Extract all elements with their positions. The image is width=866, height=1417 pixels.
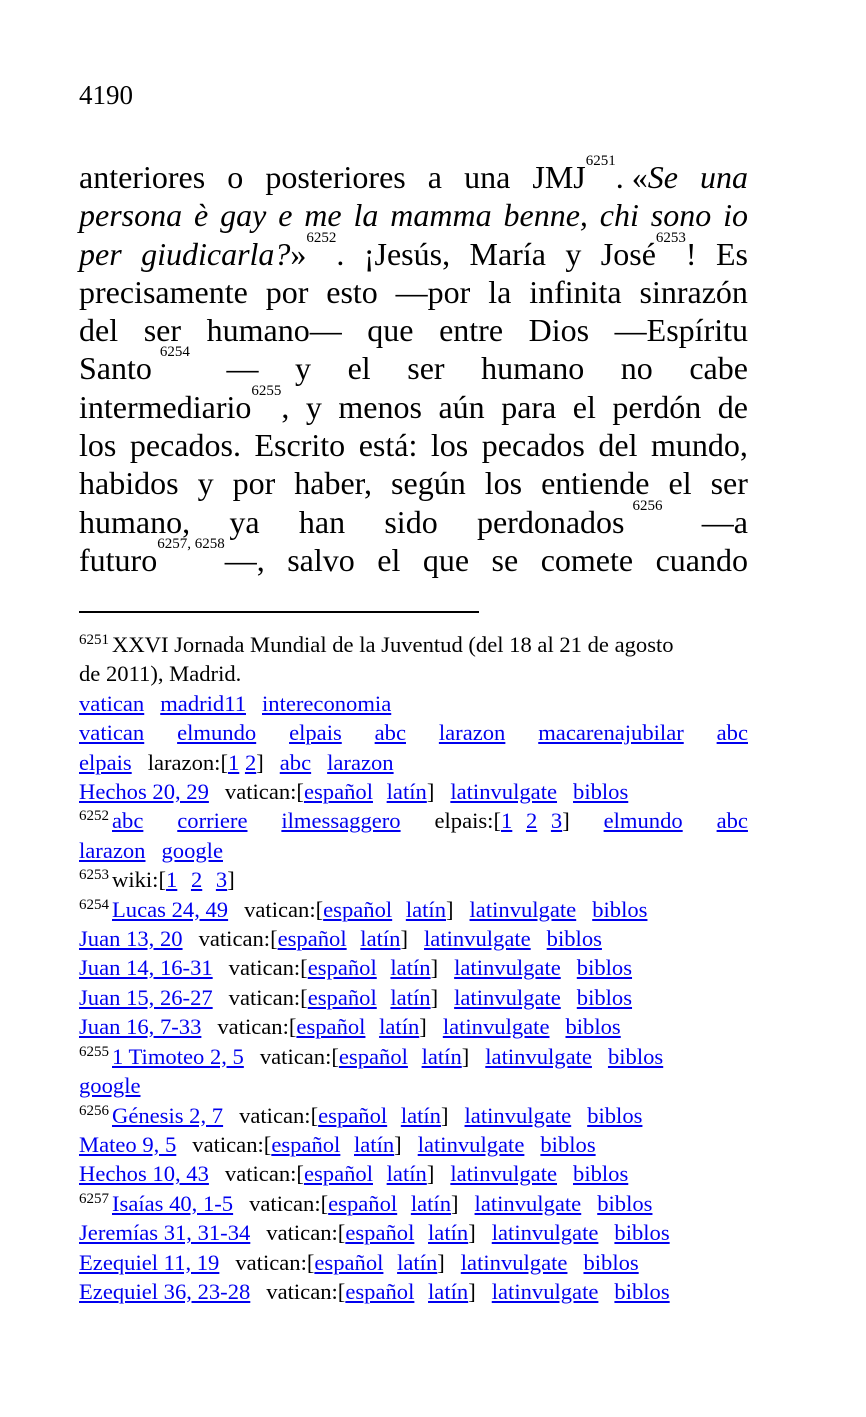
word: o [227, 159, 244, 195]
link-biblos[interactable]: biblos [592, 896, 648, 922]
body-line-7 [79, 382, 748, 426]
footnote-6252 [79, 806, 748, 865]
bible-ref-row [79, 953, 748, 982]
link-row [79, 1071, 748, 1100]
footnote-6254 [79, 895, 748, 1042]
bible-ref-link[interactable]: Juan 15, 26-27 [79, 984, 213, 1010]
vatican-group [229, 983, 438, 1012]
link-espanol[interactable]: español [277, 926, 347, 952]
link-latin[interactable]: latín [405, 896, 446, 922]
footnote-ref-6256: 6256 [632, 497, 663, 514]
link-elpais[interactable]: elpais [289, 720, 342, 746]
link-latin[interactable]: latín [390, 984, 431, 1010]
word: e [278, 197, 293, 234]
bible-ref-link[interactable]: Ezequiel 36, 23-28 [79, 1278, 251, 1304]
link-latinvulgate[interactable]: latinvulgate [469, 896, 577, 922]
label: vatican:[ [235, 1249, 315, 1275]
vatican-group [244, 895, 453, 924]
link-abc[interactable]: abc [716, 808, 748, 834]
link-espanol[interactable]: español [328, 1190, 398, 1216]
link-row [79, 836, 748, 865]
body-text [79, 153, 748, 579]
word: haber, [294, 465, 373, 502]
word: persona [79, 197, 183, 234]
link-intereconomia[interactable]: intereconomia [262, 690, 392, 716]
vatican-group [217, 1012, 426, 1041]
link-latinvulgate[interactable]: latinvulgate [460, 1249, 568, 1275]
vatican-group [249, 1189, 458, 1218]
vatican-group [225, 777, 434, 806]
word: perdonados $^{6256}$ [476, 497, 663, 540]
word: cuando [655, 541, 748, 578]
word: anteriores [79, 159, 206, 195]
word: chi [599, 197, 639, 234]
footnote-text: de 2011), Madrid. [79, 661, 242, 687]
link-elmundo[interactable]: elmundo [603, 808, 683, 834]
word: —a [701, 503, 748, 540]
link-abc[interactable]: abc [279, 749, 312, 775]
link-wiki-3[interactable]: 3 [215, 867, 228, 893]
link-latin[interactable]: latín [386, 779, 427, 805]
word: sido [384, 503, 438, 540]
body-line-9 [79, 464, 748, 502]
link-vatican[interactable]: vatican [79, 690, 145, 716]
label: vatican:[ [217, 1014, 297, 1040]
bible-ref-row [79, 895, 748, 924]
link-larazon[interactable]: larazon [438, 720, 506, 746]
link-biblos[interactable]: biblos [573, 779, 629, 805]
word: José$^{6253}$! [600, 229, 697, 272]
bracket: ] [419, 1014, 427, 1040]
link-elpais[interactable]: elpais [79, 749, 132, 775]
word: humano, [79, 503, 191, 540]
link-google[interactable]: google [79, 1073, 141, 1099]
word: pecados. [129, 427, 241, 464]
link-espanol[interactable]: español [307, 984, 377, 1010]
bible-ref-link[interactable]: Génesis 2, 7 [112, 1102, 224, 1128]
footnote-number: 6252 [79, 808, 109, 825]
bracket: ] [400, 926, 408, 952]
link-latin[interactable]: latín [410, 1190, 452, 1216]
bible-ref-link[interactable]: Lucas 24, 49 [112, 896, 229, 922]
word: sono [650, 197, 712, 234]
link-latinvulgate[interactable]: latinvulgate [491, 1220, 599, 1246]
link-latinvulgate[interactable]: latinvulgate [450, 779, 558, 805]
bible-ref-link[interactable]: 1 Timoteo 2, 5 [112, 1043, 244, 1069]
word: —por [395, 273, 471, 310]
bible-ref-row [79, 1130, 748, 1159]
elpais-group [434, 806, 569, 835]
word: mamma [390, 197, 492, 234]
word: está: [358, 427, 418, 464]
bible-ref-row [79, 983, 748, 1012]
label: vatican:[ [266, 1278, 346, 1304]
word: pecados [481, 427, 585, 464]
vatican-group [199, 924, 408, 953]
label: wiki:[ [112, 867, 166, 893]
link-latinvulgate[interactable]: latinvulgate [424, 926, 531, 952]
link-biblos[interactable]: biblos [587, 1102, 643, 1128]
word: de [717, 388, 748, 425]
word: el [377, 541, 401, 578]
link-espanol[interactable]: español [271, 1131, 341, 1157]
word: precisamente [79, 273, 248, 310]
label: elpais:[ [434, 808, 501, 834]
bracket: ] [227, 867, 235, 893]
bible-ref-row [79, 1042, 748, 1071]
body-line-1 [79, 153, 748, 196]
bible-ref-row [79, 1277, 748, 1306]
link-latinvulgate[interactable]: latinvulgate [464, 1102, 572, 1128]
footnote-6257 [79, 1189, 748, 1307]
link-biblos[interactable]: biblos [546, 926, 602, 952]
word: el [668, 465, 692, 502]
vatican-group [225, 1159, 434, 1188]
bracket: ] [256, 749, 264, 775]
footnote-ref-6257-6258: 6257, 6258 [157, 535, 225, 552]
wiki-group [112, 865, 235, 894]
bracket: ] [451, 1190, 459, 1216]
word: ¡Jesús, [363, 235, 451, 272]
word: y [305, 388, 322, 425]
link-biblos[interactable]: biblos [573, 1161, 629, 1187]
word: habidos [79, 465, 179, 502]
word: Santo $^{6254}$ [79, 344, 190, 387]
link-latin[interactable]: latín [354, 1131, 395, 1157]
bracket: ] [468, 1278, 476, 1304]
bible-ref-link[interactable]: Hechos 20, 29 [79, 779, 209, 805]
footnote-number: 6253 [79, 867, 109, 884]
footnote-text: XXVI Jornada Mundial de la Juventud (del 18 al 21 de agosto [112, 632, 674, 657]
link-latinvulgate[interactable]: latinvulgate [417, 1131, 525, 1157]
link-corriere[interactable]: corriere [177, 808, 248, 834]
link-latinvulgate[interactable]: latinvulgate [491, 1278, 599, 1304]
bible-ref-link[interactable]: Juan 13, 20 [79, 926, 183, 952]
footnote-number: 6251 [79, 632, 109, 648]
link-espanol[interactable]: español [345, 1278, 415, 1304]
word: menos [338, 388, 422, 425]
word: no [620, 350, 653, 387]
word: Escrito [254, 427, 346, 464]
link-latin[interactable]: latín [390, 955, 431, 981]
body-line-3 [79, 229, 748, 273]
link-biblos[interactable]: biblos [565, 1014, 621, 1040]
word: que [367, 312, 414, 349]
footnote-6255 [79, 1042, 748, 1101]
bible-ref-row [79, 1159, 748, 1188]
link-espanol[interactable]: español [303, 1161, 373, 1187]
bible-ref-link[interactable]: Juan 16, 7-33 [79, 1014, 202, 1040]
word: para [501, 388, 557, 425]
label: larazon:[ [147, 749, 228, 775]
link-madrid11[interactable]: madrid11 [160, 690, 246, 716]
body-line-4 [79, 273, 748, 311]
word: infinita [529, 273, 622, 310]
footnote-ref-6254: 6254 [159, 344, 190, 361]
word: io [723, 197, 748, 234]
label: vatican:[ [192, 1131, 272, 1157]
link-biblos[interactable]: biblos [607, 1043, 664, 1069]
link-abc[interactable]: abc [716, 720, 748, 746]
link-latin[interactable]: latín [379, 1014, 420, 1040]
bible-ref-link[interactable]: Jeremías 31, 31-34 [79, 1220, 251, 1246]
word: los [430, 427, 469, 464]
word: per [79, 235, 122, 272]
footnote-6256 [79, 1101, 748, 1189]
word: entre [439, 312, 504, 349]
link-wiki-2[interactable]: 2 [190, 867, 203, 893]
link-elpais-3[interactable]: 3 [550, 808, 563, 834]
word: la [488, 273, 512, 310]
link-latin[interactable]: latín [386, 1161, 427, 1187]
link-larazon[interactable]: larazon [79, 837, 146, 863]
footnotes [79, 630, 748, 1306]
footnote-6253 [79, 865, 748, 894]
vatican-group [192, 1130, 401, 1159]
bible-ref-link[interactable]: Ezequiel 11, 19 [79, 1249, 220, 1275]
bible-ref-row [79, 1218, 748, 1247]
word: el [572, 388, 596, 425]
word: según [391, 465, 466, 502]
bible-ref-link[interactable]: Hechos 10, 43 [79, 1161, 209, 1187]
word: ya [229, 503, 260, 540]
word: y [295, 350, 312, 387]
bible-ref-link[interactable]: Mateo 9, 5 [79, 1131, 177, 1157]
bracket: ] [426, 1161, 435, 1187]
link-latin[interactable]: latín [360, 926, 401, 952]
word: se [491, 541, 519, 578]
label: vatican:[ [228, 984, 308, 1010]
word: è [194, 197, 209, 234]
vatican-group [235, 1248, 444, 1277]
link-biblos[interactable]: biblos [597, 1190, 653, 1216]
link-macarenajubilar[interactable]: macarenajubilar [538, 720, 684, 746]
word: los [79, 427, 117, 464]
word: esto [326, 273, 378, 310]
link-latinvulgate[interactable]: latinvulgate [450, 1161, 558, 1187]
word: salvo [287, 541, 355, 578]
footnote-6251 [79, 630, 748, 806]
vatican-group [239, 1101, 448, 1130]
link-elpais-1[interactable]: 1 [501, 808, 513, 834]
link-biblos[interactable]: biblos [540, 1131, 596, 1157]
bible-ref-row [79, 1248, 748, 1277]
word: entiende [541, 465, 650, 502]
word: sinrazón [639, 273, 748, 310]
label: vatican:[ [244, 896, 324, 922]
footnote-ref-6252: 6252 [306, 229, 337, 246]
word: y [565, 235, 582, 272]
footnote-number: 6254 [79, 896, 109, 913]
word: Es [716, 235, 748, 272]
link-wiki-1[interactable]: 1 [165, 867, 178, 893]
link-biblos[interactable]: biblos [614, 1278, 670, 1304]
footnote-text-line [79, 659, 748, 688]
bracket: ] [562, 808, 570, 834]
link-latin[interactable]: latín [400, 1102, 441, 1128]
bracket: ] [440, 1102, 449, 1128]
body-line-11 [79, 535, 748, 579]
link-larazon-1[interactable]: 1 [227, 749, 240, 775]
link-latin[interactable]: latín [428, 1220, 469, 1246]
link-row [79, 806, 748, 835]
bible-ref-row [79, 1101, 748, 1130]
link-row [79, 748, 748, 777]
word: los [484, 465, 523, 502]
word: me [304, 197, 342, 234]
word: por [265, 273, 309, 310]
link-latin[interactable]: latín [428, 1278, 469, 1304]
word: una [464, 159, 511, 195]
word: han [298, 503, 346, 540]
link-latinvulgate[interactable]: latinvulgate [454, 984, 561, 1010]
link-larazon[interactable]: larazon [327, 749, 394, 775]
footnote-separator [79, 611, 479, 613]
bracket: ] [426, 779, 435, 805]
label: vatican:[ [259, 1043, 339, 1069]
word: humano— [206, 312, 342, 349]
word: $JMJ^{6251}$. «Se [532, 153, 678, 195]
word: —Espíritu [614, 312, 748, 349]
word: benne, [503, 197, 588, 234]
word: ser [710, 465, 748, 502]
vatican-group [266, 1218, 475, 1247]
footnote-number: 6256 [79, 1102, 109, 1119]
body-line-8 [79, 426, 748, 464]
word: del [79, 312, 119, 349]
word: ser [407, 350, 445, 387]
link-espanol[interactable]: español [338, 1043, 408, 1069]
bible-ref-row [79, 777, 748, 806]
link-espanol[interactable]: español [296, 1014, 366, 1040]
word: comete [540, 541, 634, 578]
link-espanol[interactable]: español [345, 1220, 415, 1246]
label: vatican:[ [228, 955, 308, 981]
link-espanol[interactable]: español [323, 896, 393, 922]
link-espanol[interactable]: español [307, 955, 377, 981]
link-espanol[interactable]: español [318, 1102, 388, 1128]
word: posteriores [265, 159, 406, 195]
word: que [422, 541, 470, 578]
link-elmundo[interactable]: elmundo [177, 720, 257, 746]
bible-ref-link[interactable]: Juan 14, 16-31 [79, 955, 213, 981]
larazon-group [148, 748, 264, 777]
label: vatican:[ [224, 779, 304, 805]
bible-ref-row [79, 1189, 748, 1218]
bracket: ] [430, 955, 439, 981]
link-espanol[interactable]: español [303, 779, 373, 805]
word: cabe [689, 350, 748, 387]
link-ilmessaggero[interactable]: ilmessaggero [281, 808, 401, 834]
vatican-group [266, 1277, 475, 1306]
link-abc[interactable]: abc [374, 720, 406, 746]
word: mundo, [651, 427, 748, 464]
label: vatican:[ [249, 1190, 329, 1216]
word: — [226, 350, 259, 387]
word: la [353, 197, 379, 234]
label: vatican:[ [198, 926, 278, 952]
bracket: ] [437, 1249, 445, 1275]
footnote-text-line [79, 630, 748, 659]
bracket: ] [430, 984, 439, 1010]
link-latin[interactable]: latín [397, 1249, 438, 1275]
link-biblos[interactable]: biblos [576, 955, 633, 981]
word: humano [481, 350, 585, 387]
link-biblos[interactable]: biblos [576, 984, 633, 1010]
label: vatican:[ [239, 1102, 319, 1128]
bracket: ] [446, 896, 454, 922]
word: y [197, 465, 214, 502]
footnote-number: 6255 [79, 1043, 109, 1060]
word: una [700, 159, 748, 195]
bible-ref-link[interactable]: Isaías 40, 1-5 [112, 1190, 234, 1216]
word: el [347, 350, 371, 387]
link-elpais-2[interactable]: 2 [525, 808, 538, 834]
bracket: ] [461, 1043, 470, 1069]
link-abc[interactable]: abc [112, 808, 144, 834]
bible-ref-row [79, 1012, 748, 1041]
link-latinvulgate[interactable]: latinvulgate [442, 1014, 550, 1040]
label: vatican:[ [224, 1161, 304, 1187]
body-line-6 [79, 344, 748, 387]
footnote-ref-6255: 6255 [251, 382, 282, 399]
footnote-ref-6253: 6253 [655, 229, 686, 246]
link-biblos[interactable]: biblos [614, 1220, 670, 1246]
word: María [469, 235, 546, 272]
word: Dios [528, 312, 590, 349]
word: giudicarla?»$^{6252}$. [141, 229, 345, 272]
word: perdón [612, 388, 702, 425]
vatican-group [260, 1042, 469, 1071]
word: del [598, 427, 638, 464]
link-google[interactable]: google [161, 837, 223, 863]
link-latinvulgate[interactable]: latinvulgate [454, 955, 561, 981]
bible-ref-row [79, 924, 748, 953]
bracket: ] [468, 1220, 476, 1246]
link-latin[interactable]: latín [421, 1043, 462, 1069]
link-espanol[interactable]: español [314, 1249, 384, 1275]
link-biblos[interactable]: biblos [583, 1249, 639, 1275]
page-number: 4190 [79, 80, 133, 110]
link-larazon-2[interactable]: 2 [244, 749, 257, 775]
link-latinvulgate[interactable]: latinvulgate [485, 1043, 592, 1069]
link-row [79, 689, 748, 718]
label: vatican:[ [266, 1220, 346, 1246]
footnote-number: 6257 [79, 1190, 109, 1207]
footnote-ref-6251: 6251 [585, 153, 616, 169]
link-row [79, 718, 748, 747]
vatican-group [229, 953, 438, 982]
word: intermediario$^{6255}$, [79, 382, 290, 425]
bracket: ] [394, 1131, 402, 1157]
word: aún [438, 388, 485, 425]
link-latinvulgate[interactable]: latinvulgate [474, 1190, 582, 1216]
word: ser [143, 312, 181, 349]
word: gay [220, 197, 267, 234]
word: a [427, 159, 442, 195]
word: futuro$^{6257, 6258}$—, [79, 535, 265, 578]
link-vatican[interactable]: vatican [79, 720, 145, 746]
body-line-2 [79, 196, 748, 234]
word: por [232, 465, 276, 502]
